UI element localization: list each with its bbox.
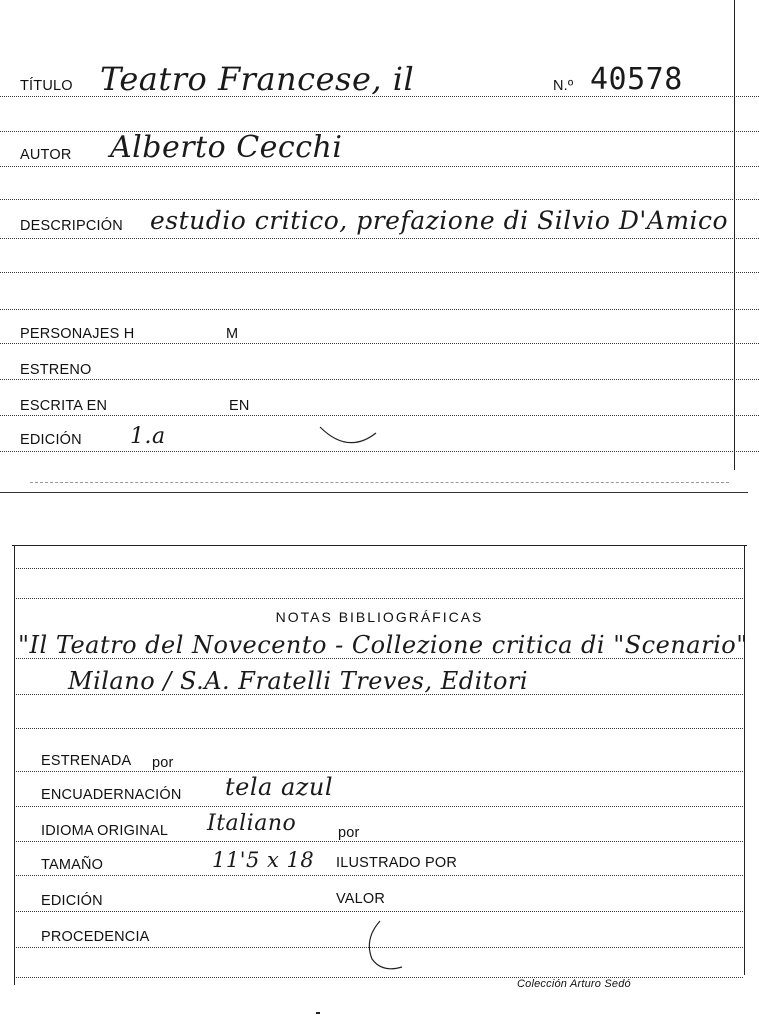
notas-line2: Milano / S.A. Fratelli Treves, Editori <box>68 667 529 695</box>
rule-blank-2 <box>0 198 759 200</box>
catalog-card-top <box>0 0 759 495</box>
rule-notas-1 <box>16 657 743 659</box>
titulo-value: Teatro Francese, il <box>100 60 415 98</box>
card-separator <box>0 492 748 493</box>
punch-hole <box>362 915 422 975</box>
rule-edicion <box>0 450 759 452</box>
punch-hole-arc <box>318 425 378 447</box>
rule-blank-3 <box>0 271 759 273</box>
rule-notas-2 <box>16 693 743 695</box>
idioma-label: IDIOMA ORIGINAL <box>41 823 169 839</box>
coleccion-footer: Colección Arturo Sedó <box>517 978 631 990</box>
edicion-value: 1.a <box>130 424 166 449</box>
descripcion-label: DESCRIPCIÓN <box>20 218 123 234</box>
rule-notas-3 <box>16 727 743 729</box>
rule-descripcion <box>0 237 759 239</box>
card-right-border <box>734 0 735 470</box>
edicion-label: EDICIÓN <box>20 432 82 448</box>
edicion-b-label: EDICIÓN <box>41 893 103 909</box>
estrenada-por-label: por <box>152 755 174 771</box>
rule-titulo <box>0 95 759 97</box>
numero-label: N.º <box>553 78 574 94</box>
encuadernacion-value: tela azul <box>225 773 334 801</box>
rule-b1 <box>16 567 743 569</box>
rule-tamano <box>16 874 743 876</box>
idioma-por-label: por <box>338 825 360 841</box>
m-label: M <box>226 326 239 342</box>
rule-bottom-faint <box>30 481 729 483</box>
rule-bottom <box>16 976 743 978</box>
autor-label: AUTOR <box>20 147 72 163</box>
rule-blank-4 <box>0 308 759 310</box>
valor-label: VALOR <box>336 891 386 907</box>
rule-autor <box>0 165 759 167</box>
tamano-label: TAMAÑO <box>41 857 104 873</box>
ilustrado-label: ILUSTRADO POR <box>336 855 458 871</box>
stray-mark <box>316 1012 320 1014</box>
estrenada-label: ESTRENADA <box>41 753 132 769</box>
numero-value: 40578 <box>590 62 683 97</box>
en-label: EN <box>229 398 250 414</box>
rule-estreno <box>0 378 759 380</box>
rule-b2 <box>16 597 743 599</box>
idioma-value: Italiano <box>207 811 297 836</box>
card-top-edge <box>12 545 747 546</box>
rule-estrenada <box>16 770 743 772</box>
catalog-card-bottom <box>0 545 759 985</box>
estreno-label: ESTRENO <box>20 362 92 378</box>
escrita-label: ESCRITA EN <box>20 398 108 414</box>
notas-line1: "Il Teatro del Novecento - Collezione critica di "Scenario" <box>18 631 748 659</box>
rule-escrita <box>0 414 759 416</box>
autor-value: Alberto Cecchi <box>110 130 343 165</box>
rule-idioma <box>16 840 743 842</box>
rule-edicion-b <box>16 910 743 912</box>
titulo-label: TÍTULO <box>20 78 73 94</box>
procedencia-label: PROCEDENCIA <box>41 929 150 945</box>
personajes-label: PERSONAJES H <box>20 326 135 342</box>
rule-encuadernacion <box>16 805 743 807</box>
descripcion-value: estudio critico, prefazione di Silvio D'Amico <box>150 206 729 235</box>
rule-personajes <box>0 342 759 344</box>
encuadernacion-label: ENCUADERNACIÓN <box>41 787 182 803</box>
tamano-value: 11'5 x 18 <box>212 848 315 872</box>
notas-label: NOTAS BIBLIOGRÁFICAS <box>275 609 484 625</box>
